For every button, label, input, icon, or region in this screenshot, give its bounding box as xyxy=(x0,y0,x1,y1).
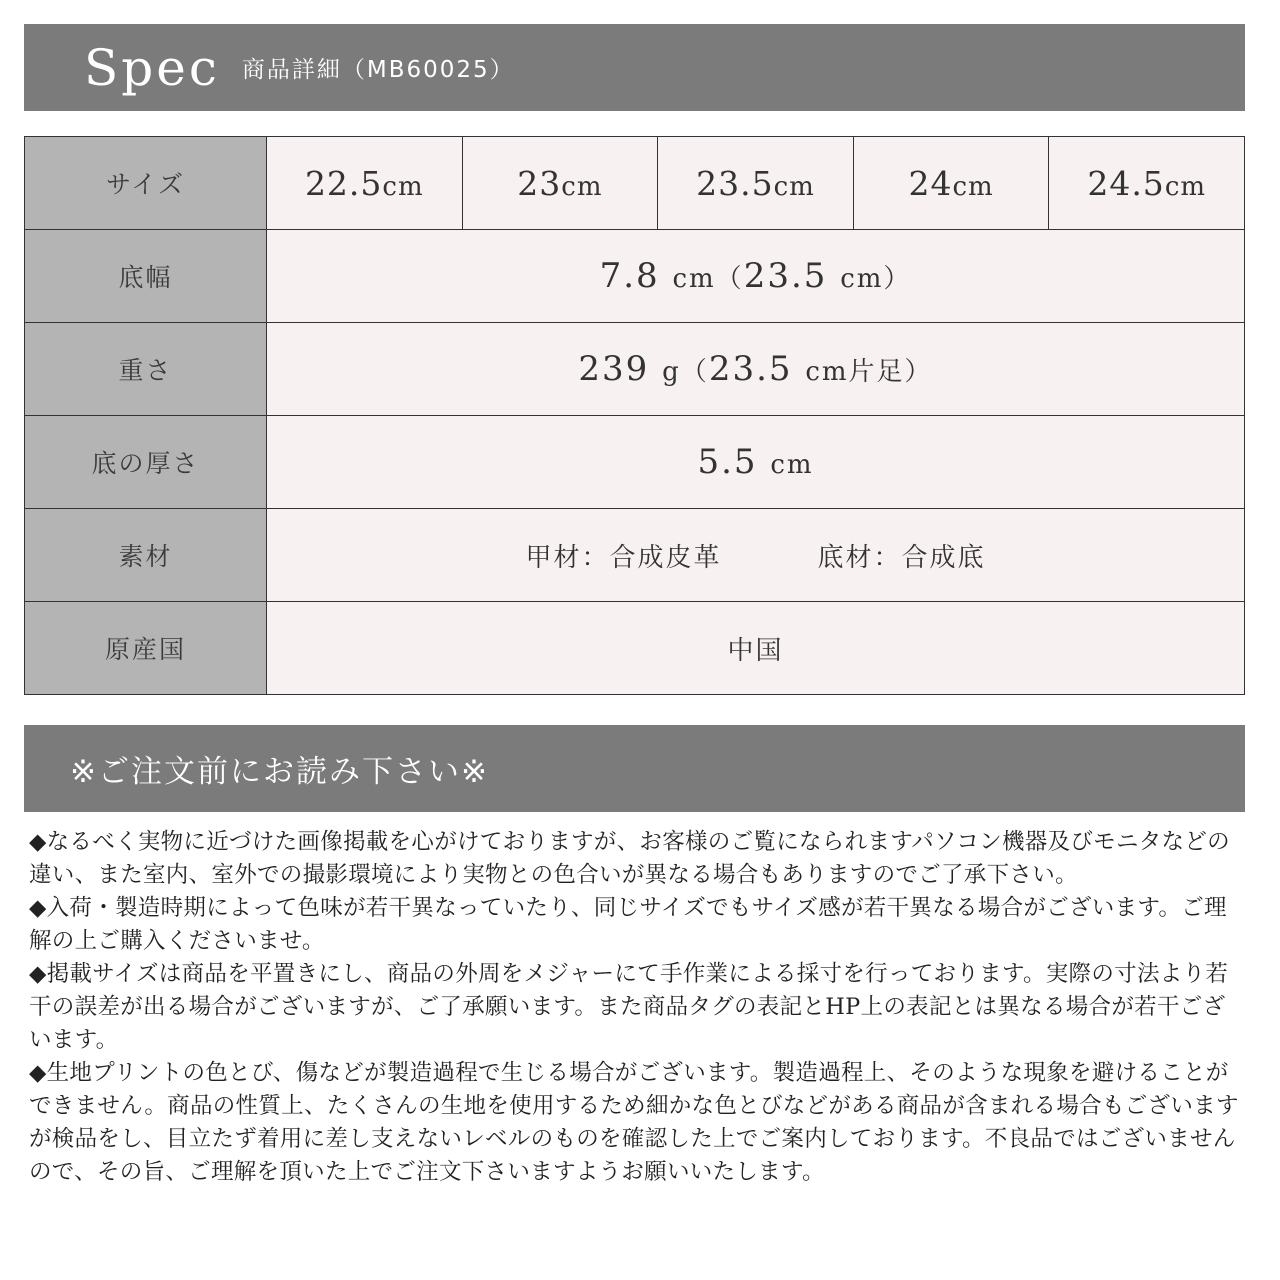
spec-header-band xyxy=(24,24,1245,111)
notice-paragraph: ◆なるべく実物に近づけた画像掲載を心がけておりますが、お客様のご覧になられますパソコン機器及びモニタなどの違い、また室内、室外での撮影環境により実物との色合いが異なる場合もありますのでご了承下さい。 xyxy=(29,829,1230,888)
weight-row xyxy=(25,323,1245,416)
width-label: 底幅 xyxy=(25,230,267,323)
origin-label: 原産国 xyxy=(25,602,267,695)
sole-value xyxy=(267,416,1245,509)
paren-close: ） xyxy=(904,357,933,387)
weight-ref-number: 23.5 xyxy=(708,349,793,389)
paren-open: （ xyxy=(680,357,709,387)
origin-row xyxy=(25,602,1245,695)
material-upper: 甲材：合成皮革 xyxy=(525,542,722,573)
material-value xyxy=(267,509,1245,602)
weight-value xyxy=(267,323,1245,416)
spec-title: Spec xyxy=(84,38,220,97)
spec-subtitle: 商品詳細（MB60025） xyxy=(241,57,515,83)
width-row xyxy=(25,230,1245,323)
sole-label: 底の厚さ xyxy=(25,416,267,509)
notice-paragraph: ◆生地プリントの色とび、傷などが製造過程で生じる場合がございます。製造過程上、そのような現象を避けることができません。商品の性質上、たくさんの生地を使用するため細かな色とびなどがある商品が含まれる場合もございますが検品をし、目立たず着用に差し支えないレベルのものを確認した上でご案内しております。不良品ではございませんので、その旨、ご理解を頂いた上でご注文下さいますようお願いいたします。 xyxy=(29,1060,1239,1185)
size-cell xyxy=(853,137,1049,230)
width-ref-number: 23.5 xyxy=(743,256,828,296)
sole-row xyxy=(25,416,1245,509)
notice-header-band xyxy=(24,725,1245,812)
weight-number: 239 xyxy=(578,349,650,389)
size-number: 23 xyxy=(517,163,562,203)
size-cell xyxy=(462,137,658,230)
width-value xyxy=(267,230,1245,323)
weight-ref-unit: cm片足 xyxy=(805,357,905,387)
size-cell xyxy=(267,137,463,230)
size-number: 23.5 xyxy=(696,163,774,203)
size-number: 24.5 xyxy=(1087,163,1165,203)
width-ref-unit: cm xyxy=(840,264,884,294)
paren-close: ） xyxy=(883,264,912,294)
size-number: 22.5 xyxy=(304,163,383,203)
material-label: 素材 xyxy=(25,509,267,602)
weight-label: 重さ xyxy=(25,323,267,416)
size-unit: cm xyxy=(773,171,815,202)
origin-value: 中国 xyxy=(267,602,1245,695)
size-number: 24 xyxy=(908,163,953,203)
size-row xyxy=(25,137,1245,230)
notice-body xyxy=(29,826,1239,1189)
weight-unit: g xyxy=(662,357,681,387)
paren-open: （ xyxy=(715,264,744,294)
size-cell xyxy=(1049,137,1245,230)
size-unit: cm xyxy=(561,171,603,202)
width-number: 7.8 xyxy=(599,256,660,296)
sole-number: 5.5 xyxy=(697,442,758,482)
size-cell xyxy=(658,137,854,230)
size-unit: cm xyxy=(1164,171,1207,202)
sole-unit: cm xyxy=(770,450,814,480)
notice-paragraph: ◆入荷・製造時期によって色味が若干異なっていたり、同じサイズでもサイズ感が若干異なる場合がございます。ご理解の上ご購入くださいませ。 xyxy=(29,895,1227,954)
size-unit: cm xyxy=(952,171,994,202)
notice-paragraph: ◆掲載サイズは商品を平置きにし、商品の外周をメジャーにて手作業による採寸を行っております。実際の寸法より若干の誤差が出る場合がございますが、ご了承願います。また商品タグの表記とHP上の表記とは異なる場合が若干ございます。 xyxy=(29,961,1229,1053)
size-unit: cm xyxy=(382,171,424,202)
width-unit: cm xyxy=(672,264,716,294)
notice-title: ※ご注文前にお読み下さい※ xyxy=(70,754,489,790)
spec-table xyxy=(24,136,1245,695)
material-row xyxy=(25,509,1245,602)
size-label: サイズ xyxy=(25,137,267,230)
material-bottom: 底材：合成底 xyxy=(817,542,986,573)
